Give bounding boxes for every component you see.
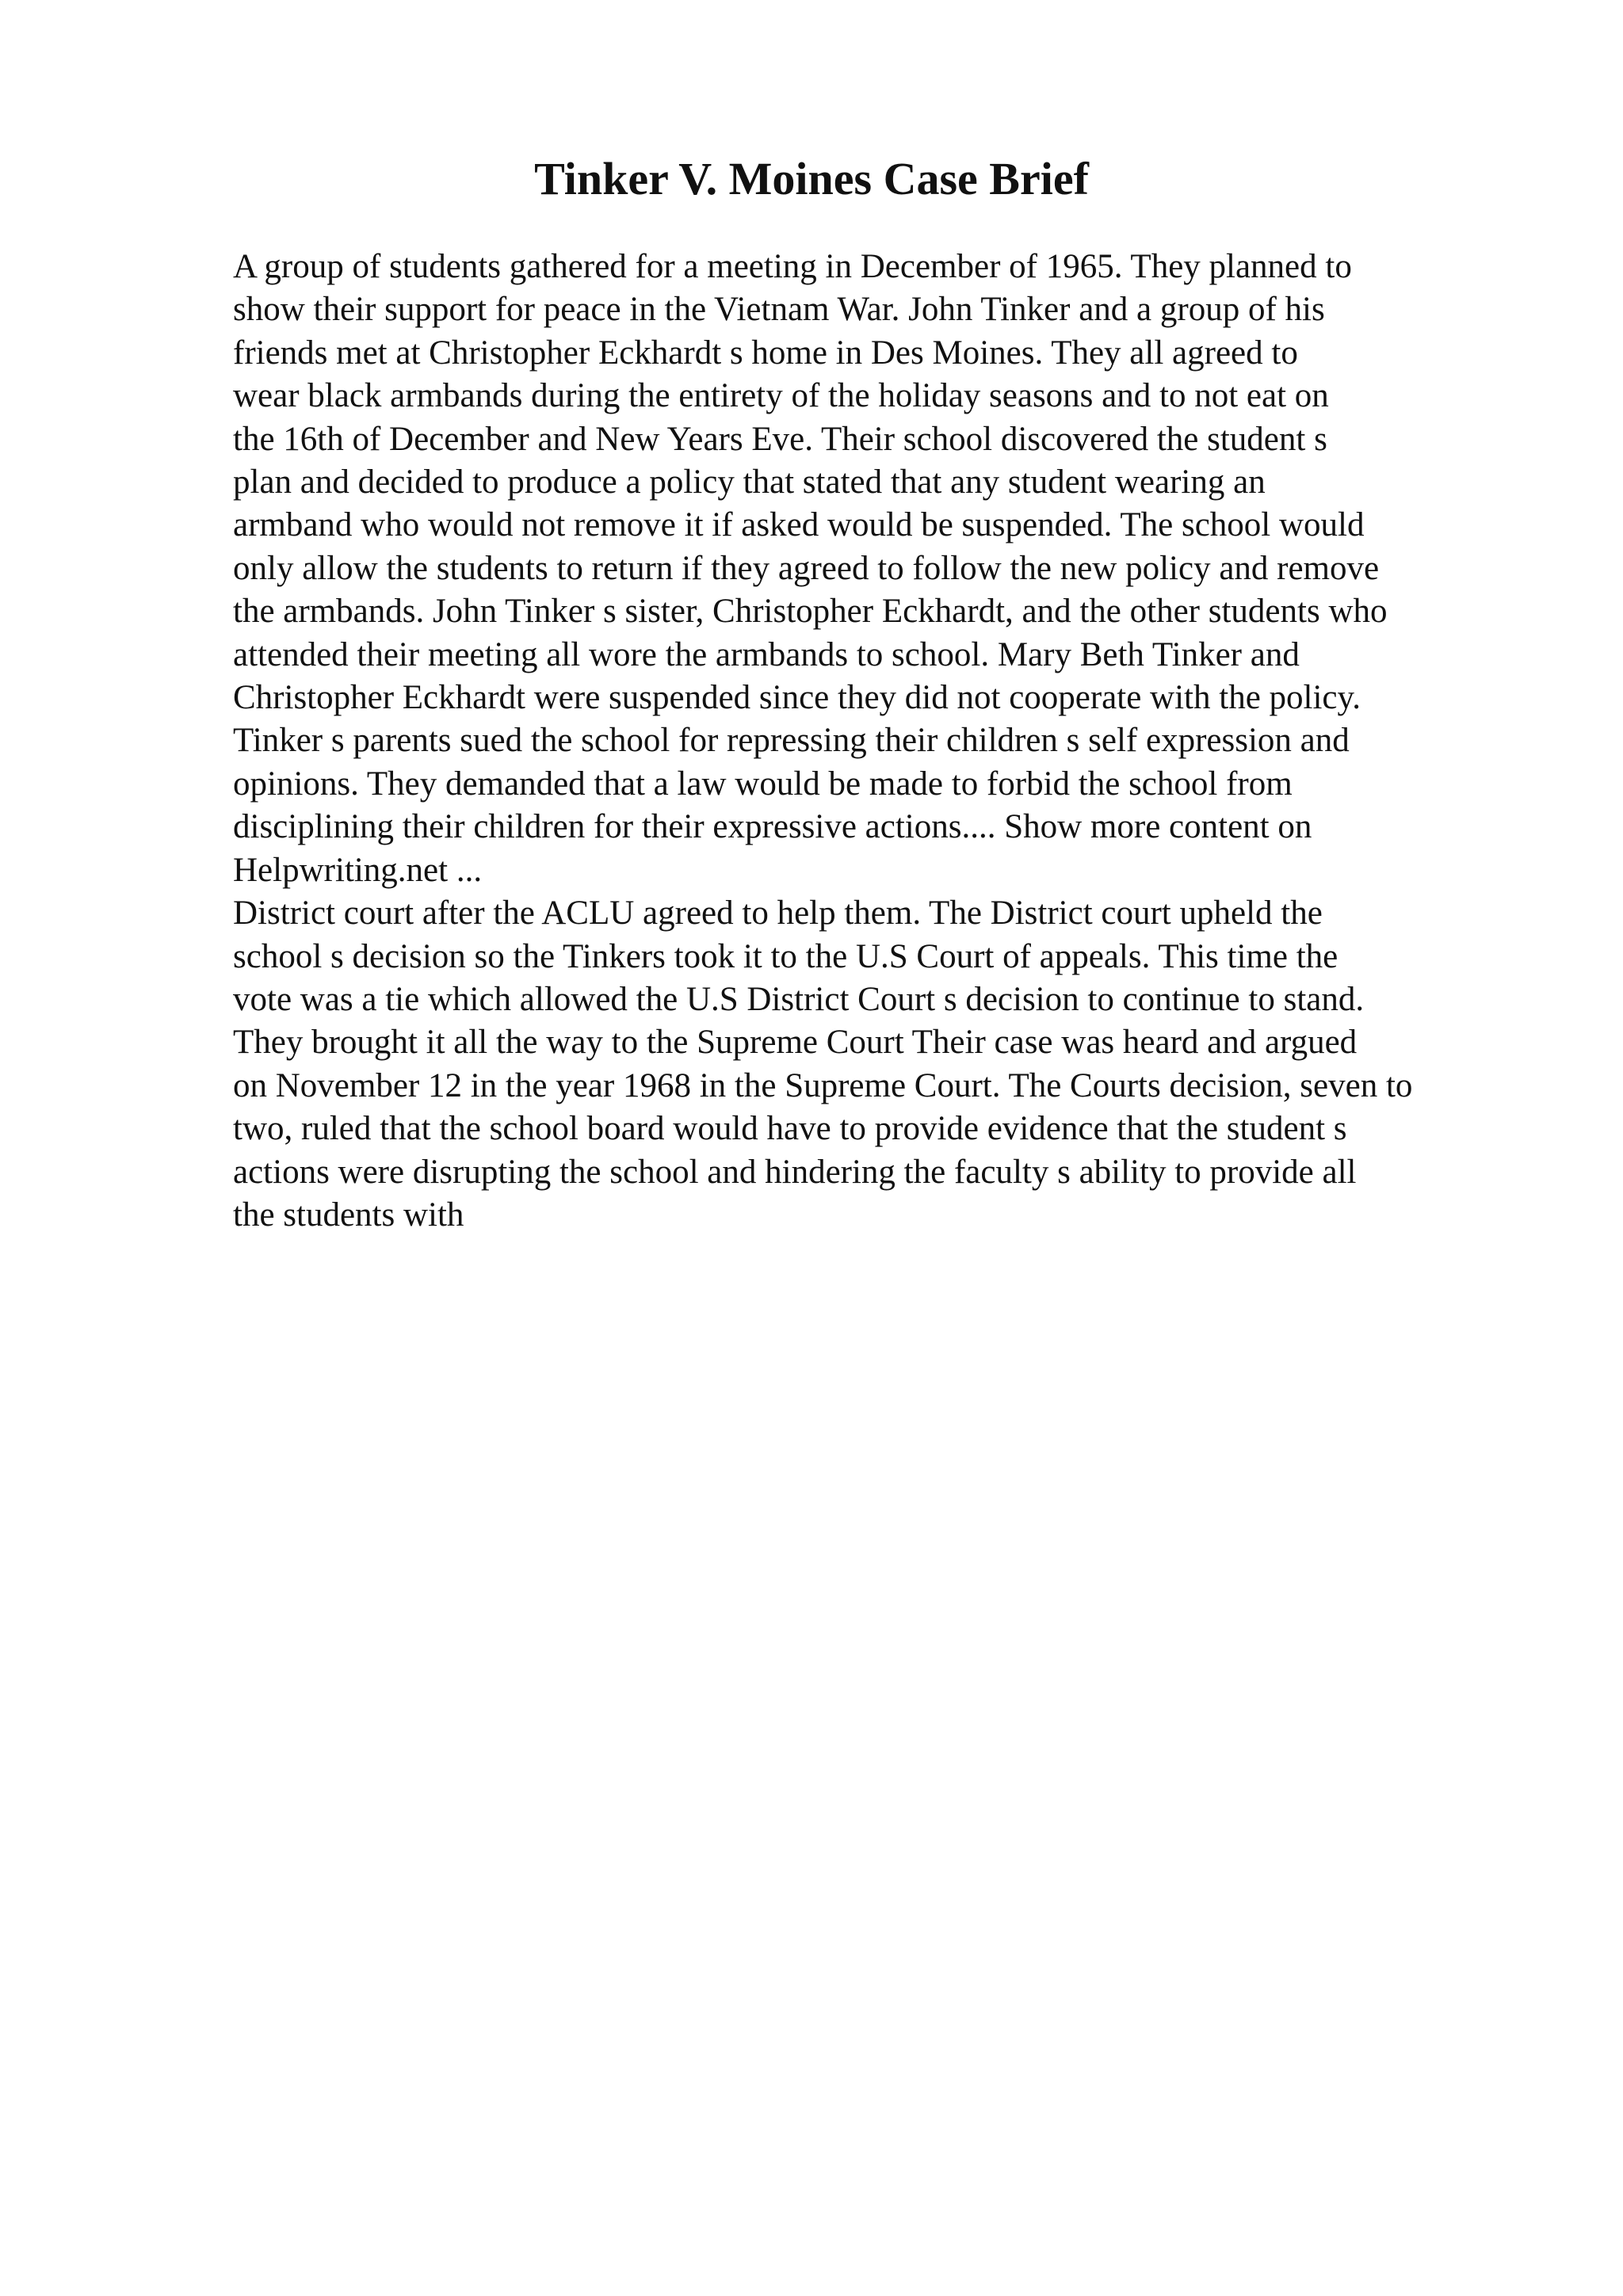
body-line: only allow the students to return if they agreed to follow the new policy and remove [233, 549, 1380, 587]
body-line: opinions. They demanded that a law would be made to forbid the school from [233, 765, 1293, 803]
body-line: vote was a tie which allowed the U.S District Court s decision to continue to stand. [233, 980, 1365, 1018]
body-line: District court after the ACLU agreed to help them. The District court upheld the [233, 894, 1323, 933]
body-line: plan and decided to produce a policy that stated that any student wearing an [233, 463, 1266, 502]
body-line: two, ruled that the school board would have to provide evidence that the student s [233, 1110, 1347, 1148]
body-line: disciplining their children for their expressive actions.... Show more content on [233, 808, 1312, 846]
body-line: the students with [233, 1196, 464, 1234]
body-line: friends met at Christopher Eckhardt s home in Des Moines. They all agreed to [233, 334, 1298, 372]
document-body [233, 246, 1564, 1237]
body-line: Tinker s parents sued the school for repressing their children s self expression and [233, 722, 1350, 760]
body-line: the armbands. John Tinker s sister, Christopher Eckhardt, and the other students who [233, 593, 1388, 631]
body-line: wear black armbands during the entirety of the holiday seasons and to not eat on [233, 377, 1329, 415]
body-line: A group of students gathered for a meeting in December of 1965. They planned to [233, 248, 1352, 285]
body-line: actions were disrupting the school and hindering the faculty s ability to provide all [233, 1153, 1357, 1191]
body-line: the 16th of December and New Years Eve. Their school discovered the student s [233, 420, 1327, 458]
body-line: They brought it all the way to the Supreme Court Their case was heard and argued [233, 1024, 1358, 1062]
body-line: armband who would not remove it if asked would be suspended. The school would [233, 506, 1365, 544]
body-line: attended their meeting all wore the armbands to school. Mary Beth Tinker and [233, 635, 1300, 673]
body-line: Christopher Eckhardt were suspended since they did not cooperate with the policy. [233, 679, 1361, 717]
body-line: school s decision so the Tinkers took it to the U.S Court of appeals. This time the [233, 937, 1338, 975]
document-title: Tinker V. Moines Case Brief [534, 153, 1089, 204]
body-line: show their support for peace in the Vietnam War. John Tinker and a group of his [233, 291, 1325, 329]
body-line: on November 12 in the year 1968 in the Supreme Court. The Courts decision, seven to [233, 1066, 1413, 1104]
body-line: Helpwriting.net ... [233, 851, 483, 889]
